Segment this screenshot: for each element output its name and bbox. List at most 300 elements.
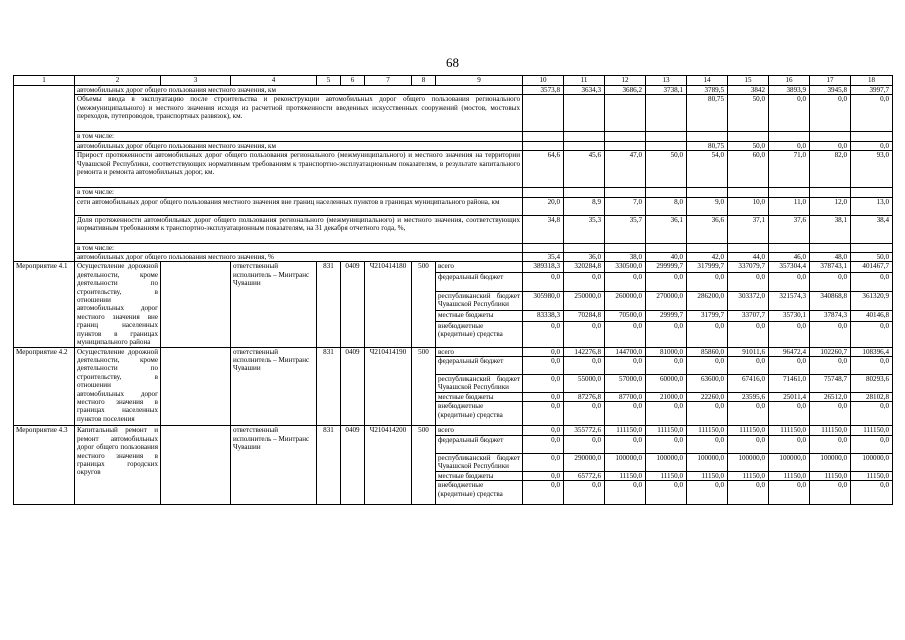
funding-value: 33707,7	[728, 311, 769, 321]
indicator-value: 0,0	[810, 141, 851, 150]
event-grbs: 831	[317, 347, 341, 426]
funding-value: 357304,4	[769, 262, 810, 272]
funding-value: 26512,0	[810, 392, 851, 401]
funding-value: 100000,0	[810, 453, 851, 471]
funding-value: 299999,7	[646, 262, 687, 272]
funding-value: 0,0	[769, 356, 810, 374]
funding-value: 22260,0	[687, 392, 728, 401]
funding-value: 35730,1	[769, 311, 810, 321]
funding-value: 111150,0	[851, 426, 893, 435]
funding-value: 0,0	[810, 321, 851, 347]
funding-value: 0,0	[564, 481, 605, 505]
funding-value: 0,0	[564, 356, 605, 374]
funding-value: 0,0	[564, 435, 605, 453]
indicator-value	[851, 132, 893, 141]
indicator-row	[14, 243, 893, 252]
funding-value: 63600,0	[687, 374, 728, 392]
column-number: 1	[14, 76, 75, 86]
funding-source: республиканский бюджет Чувашской Республики	[436, 292, 523, 311]
funding-value: 111150,0	[769, 426, 810, 435]
funding-value: 57000,0	[605, 374, 646, 392]
column-number: 9	[436, 76, 523, 86]
funding-value: 0,0	[851, 481, 893, 505]
indicator-value: 64,6	[523, 151, 564, 188]
indicator-value	[605, 95, 646, 132]
funding-value: 0,0	[523, 374, 564, 392]
funding-value: 111150,0	[687, 426, 728, 435]
indicator-value: 35,3	[564, 215, 605, 243]
indicator-value: 37,1	[728, 215, 769, 243]
funding-value: 0,0	[769, 272, 810, 291]
event-vr: 500	[412, 262, 436, 347]
indicator-value: 38,4	[851, 215, 893, 243]
funding-value: 401467,7	[851, 262, 893, 272]
indicator-value	[523, 243, 564, 252]
funding-value: 0,0	[564, 272, 605, 291]
funding-value: 0,0	[605, 435, 646, 453]
program-table	[13, 75, 893, 505]
indicator-value	[523, 132, 564, 141]
indicator-value: 3573,8	[523, 86, 564, 95]
indicator-text: автомобильных дорог общего пользования местного значения, %	[75, 253, 523, 262]
column-number: 8	[412, 76, 436, 86]
blank-cell	[14, 86, 75, 262]
indicator-value: 50,0	[728, 95, 769, 132]
funding-value: 70284,8	[564, 311, 605, 321]
funding-value: 21000,0	[646, 392, 687, 401]
funding-value: 100000,0	[646, 453, 687, 471]
funding-value: 0,0	[851, 321, 893, 347]
funding-value: 0,0	[769, 321, 810, 347]
indicator-value: 50,0	[646, 151, 687, 188]
funding-value: 0,0	[810, 402, 851, 426]
funding-value: 100000,0	[728, 453, 769, 471]
funding-value: 0,0	[564, 402, 605, 426]
indicator-value	[769, 132, 810, 141]
funding-value: 0,0	[810, 435, 851, 453]
funding-value: 0,0	[605, 321, 646, 347]
indicator-value: 3893,9	[769, 86, 810, 95]
funding-value: 0,0	[728, 435, 769, 453]
indicator-value	[564, 141, 605, 150]
funding-value: 0,0	[564, 321, 605, 347]
column-number: 7	[365, 76, 412, 86]
indicator-row	[14, 95, 893, 132]
indicator-row	[14, 141, 893, 150]
indicator-value: 0,0	[810, 95, 851, 132]
indicator-value: 9,0	[687, 197, 728, 215]
indicator-value: 3789,5	[687, 86, 728, 95]
column-number: 15	[728, 76, 769, 86]
funding-value: 83338,3	[523, 311, 564, 321]
indicator-value: 93,0	[851, 151, 893, 188]
event-row	[14, 347, 893, 356]
indicator-value: 3686,2	[605, 86, 646, 95]
indicator-value: 0,0	[851, 141, 893, 150]
indicator-value	[687, 188, 728, 197]
funding-value: 0,0	[810, 356, 851, 374]
event-row	[14, 426, 893, 435]
indicator-row	[14, 151, 893, 188]
column-number: 13	[646, 76, 687, 86]
funding-value: 0,0	[646, 356, 687, 374]
indicator-value	[810, 188, 851, 197]
funding-value: 286200,0	[687, 292, 728, 311]
funding-value: 29999,7	[646, 311, 687, 321]
funding-value: 11150,0	[728, 471, 769, 480]
funding-value: 37874,3	[810, 311, 851, 321]
funding-source: внебюджетные (кредитные) средства	[436, 481, 523, 505]
indicator-value: 3945,8	[810, 86, 851, 95]
indicator-value: 35,4	[523, 253, 564, 262]
column-number: 17	[810, 76, 851, 86]
indicator-text: Прирост протяженности автомобильных дорог общего пользования регионального (межмуниципального) и местного значения на территории Чувашской Республики, соответствующих нормативным требованиям к транспортно-эксплуатационным показателям, в результате капитального ремонта и ремонта автомобильных дорог, км.	[75, 151, 523, 188]
funding-value: 55000,0	[564, 374, 605, 392]
indicator-row	[14, 215, 893, 243]
indicator-value	[810, 243, 851, 252]
funding-value: 0,0	[851, 356, 893, 374]
indicator-text: Доля протяженности автомобильных дорог общего пользования регионального (межмуниципального) и местного значения, соответствующих нормативным требованиям к транспортно-эксплуатационным показателям, на 31 декабря отчетного года, %,	[75, 215, 523, 243]
indicator-value	[605, 243, 646, 252]
indicator-value: 7,0	[605, 197, 646, 215]
column-number: 10	[523, 76, 564, 86]
indicator-value: 42,0	[687, 253, 728, 262]
indicator-value	[523, 188, 564, 197]
indicator-value: 50,0	[851, 253, 893, 262]
indicator-value	[564, 243, 605, 252]
indicator-value: 38,1	[810, 215, 851, 243]
funding-value: 142276,8	[564, 347, 605, 356]
funding-value: 111150,0	[646, 426, 687, 435]
funding-value: 378743,1	[810, 262, 851, 272]
funding-value: 71461,0	[769, 374, 810, 392]
funding-value: 67416,0	[728, 374, 769, 392]
funding-value: 0,0	[687, 481, 728, 505]
event-executor: ответственный исполнитель – Минтранс Чувашии	[231, 262, 317, 347]
funding-source: всего	[436, 262, 523, 272]
funding-value: 75748,7	[810, 374, 851, 392]
indicator-value: 60,0	[728, 151, 769, 188]
funding-value: 11150,0	[769, 471, 810, 480]
indicator-value: 13,0	[851, 197, 893, 215]
funding-value: 0,0	[769, 402, 810, 426]
indicator-value	[728, 132, 769, 141]
funding-value: 144700,0	[605, 347, 646, 356]
indicator-value	[646, 95, 687, 132]
funding-source: внебюджетные (кредитные) средства	[436, 321, 523, 347]
funding-value: 0,0	[646, 402, 687, 426]
funding-value: 11150,0	[646, 471, 687, 480]
indicator-value: 8,9	[564, 197, 605, 215]
indicator-value: 36,0	[564, 253, 605, 262]
indicator-value: 80,75	[687, 95, 728, 132]
funding-value: 0,0	[728, 321, 769, 347]
event-csr: Ч210414190	[365, 347, 412, 426]
indicator-value	[810, 132, 851, 141]
indicator-value: 36,6	[687, 215, 728, 243]
indicator-value	[564, 95, 605, 132]
funding-value: 0,0	[523, 471, 564, 480]
funding-value: 100000,0	[769, 453, 810, 471]
funding-value: 0,0	[523, 426, 564, 435]
event-code: Мероприятие 4.3	[14, 426, 75, 505]
funding-value: 330500,0	[605, 262, 646, 272]
funding-value: 40146,8	[851, 311, 893, 321]
indicator-value: 45,6	[564, 151, 605, 188]
indicator-value: 0,0	[851, 95, 893, 132]
funding-value: 0,0	[769, 481, 810, 505]
funding-value: 108396,4	[851, 347, 893, 356]
funding-value: 250000,0	[564, 292, 605, 311]
funding-value: 361320,9	[851, 292, 893, 311]
indicator-value	[605, 132, 646, 141]
funding-value: 0,0	[523, 402, 564, 426]
indicator-value: 3842	[728, 86, 769, 95]
funding-value: 0,0	[851, 435, 893, 453]
funding-value: 320284,8	[564, 262, 605, 272]
event-csr: Ч210414200	[365, 426, 412, 505]
indicator-value: 3634,3	[564, 86, 605, 95]
funding-value: 337079,7	[728, 262, 769, 272]
funding-value: 317999,7	[687, 262, 728, 272]
funding-source: местные бюджеты	[436, 392, 523, 401]
funding-value: 260000,0	[605, 292, 646, 311]
column-number: 16	[769, 76, 810, 86]
funding-value: 0,0	[605, 481, 646, 505]
indicator-row	[14, 132, 893, 141]
funding-value: 389318,3	[523, 262, 564, 272]
funding-value: 0,0	[605, 402, 646, 426]
funding-source: всего	[436, 347, 523, 356]
funding-value: 0,0	[810, 481, 851, 505]
event-code: Мероприятие 4.1	[14, 262, 75, 347]
funding-value: 31799,7	[687, 311, 728, 321]
indicator-value	[523, 141, 564, 150]
funding-value: 0,0	[646, 435, 687, 453]
event-executor: ответственный исполнитель – Минтранс Чувашии	[231, 347, 317, 426]
funding-value: 305980,0	[523, 292, 564, 311]
funding-value: 11150,0	[605, 471, 646, 480]
indicator-value: 10,0	[728, 197, 769, 215]
event-code: Мероприятие 4.2	[14, 347, 75, 426]
funding-value: 0,0	[646, 272, 687, 291]
funding-value: 0,0	[646, 481, 687, 505]
funding-value: 100000,0	[605, 453, 646, 471]
funding-value: 11150,0	[851, 471, 893, 480]
funding-source: местные бюджеты	[436, 311, 523, 321]
funding-value: 0,0	[523, 435, 564, 453]
funding-value: 0,0	[523, 481, 564, 505]
funding-value: 0,0	[728, 481, 769, 505]
indicator-value: 40,0	[646, 253, 687, 262]
indicator-value: 34,8	[523, 215, 564, 243]
funding-value: 0,0	[523, 356, 564, 374]
column-number: 5	[317, 76, 341, 86]
indicator-row	[14, 188, 893, 197]
event-rzpr: 0409	[341, 347, 365, 426]
funding-value: 0,0	[605, 272, 646, 291]
indicator-value: 48,0	[810, 253, 851, 262]
indicator-value: 38,0	[605, 253, 646, 262]
indicator-value	[646, 243, 687, 252]
funding-value: 340868,8	[810, 292, 851, 311]
indicator-value: 71,0	[769, 151, 810, 188]
funding-value: 70500,0	[605, 311, 646, 321]
funding-source: республиканский бюджет Чувашской Республики	[436, 374, 523, 392]
funding-value: 11150,0	[687, 471, 728, 480]
indicator-value: 82,0	[810, 151, 851, 188]
indicator-value	[605, 141, 646, 150]
funding-value: 102260,7	[810, 347, 851, 356]
indicator-value: 37,6	[769, 215, 810, 243]
funding-value: 0,0	[728, 402, 769, 426]
indicator-value	[687, 243, 728, 252]
funding-value: 80293,6	[851, 374, 893, 392]
indicator-value	[728, 243, 769, 252]
funding-value: 100000,0	[851, 453, 893, 471]
funding-value: 111150,0	[605, 426, 646, 435]
funding-source: федеральный бюджет	[436, 272, 523, 291]
funding-value: 0,0	[523, 321, 564, 347]
empty-cell	[161, 426, 231, 505]
indicator-value: 80,75	[687, 141, 728, 150]
indicator-value	[646, 132, 687, 141]
funding-value: 303372,0	[728, 292, 769, 311]
funding-value: 60000,0	[646, 374, 687, 392]
indicator-value	[769, 243, 810, 252]
table-body	[14, 76, 893, 505]
indicator-value: 46,0	[769, 253, 810, 262]
indicator-value	[851, 188, 893, 197]
indicator-value	[851, 243, 893, 252]
funding-value: 0,0	[810, 272, 851, 291]
funding-value: 28102,8	[851, 392, 893, 401]
funding-source: федеральный бюджет	[436, 435, 523, 453]
column-number: 11	[564, 76, 605, 86]
column-number: 4	[231, 76, 317, 86]
indicator-value: 0,0	[769, 95, 810, 132]
column-number: 12	[605, 76, 646, 86]
funding-value: 0,0	[523, 272, 564, 291]
event-vr: 500	[412, 347, 436, 426]
indicator-value: 47,0	[605, 151, 646, 188]
indicator-value	[523, 95, 564, 132]
funding-source: внебюджетные (кредитные) средства	[436, 402, 523, 426]
indicator-value: 35,7	[605, 215, 646, 243]
funding-value: 355772,6	[564, 426, 605, 435]
indicator-text: автомобильных дорог общего пользования местного значения, км	[75, 86, 523, 95]
funding-value: 91011,6	[728, 347, 769, 356]
empty-cell	[161, 347, 231, 426]
funding-value: 25011,4	[769, 392, 810, 401]
event-executor: ответственный исполнитель – Минтранс Чувашии	[231, 426, 317, 505]
funding-value: 100000,0	[687, 453, 728, 471]
indicator-value	[646, 141, 687, 150]
funding-value: 111150,0	[728, 426, 769, 435]
indicator-value: 3738,1	[646, 86, 687, 95]
indicator-row	[14, 86, 893, 95]
indicator-text: автомобильных дорог общего пользования местного значения, км	[75, 141, 523, 150]
funding-value: 11150,0	[810, 471, 851, 480]
event-row	[14, 262, 893, 272]
indicator-value: 44,0	[728, 253, 769, 262]
indicator-value	[605, 188, 646, 197]
funding-source: местные бюджеты	[436, 471, 523, 480]
indicator-value: 12,0	[810, 197, 851, 215]
indicator-value: 36,1	[646, 215, 687, 243]
funding-value: 0,0	[687, 272, 728, 291]
event-vr: 500	[412, 426, 436, 505]
funding-value: 96472,4	[769, 347, 810, 356]
funding-value: 0,0	[687, 321, 728, 347]
indicator-value	[646, 188, 687, 197]
funding-value: 321574,3	[769, 292, 810, 311]
indicator-text: в том числе:	[75, 243, 523, 252]
event-grbs: 831	[317, 262, 341, 347]
funding-value: 0,0	[851, 402, 893, 426]
funding-value: 87700,0	[605, 392, 646, 401]
funding-value: 85860,0	[687, 347, 728, 356]
funding-value: 0,0	[605, 356, 646, 374]
indicator-value: 8,0	[646, 197, 687, 215]
event-name: Осуществление дорожной деятельности, кроме деятельности по строительству, в отношении автомобильных дорог местного значения вне границ населенных пунктов в границах муниципального района	[75, 262, 161, 347]
indicator-value: 54,0	[687, 151, 728, 188]
funding-source: федеральный бюджет	[436, 356, 523, 374]
event-rzpr: 0409	[341, 426, 365, 505]
indicator-text: в том числе:	[75, 188, 523, 197]
event-name: Капитальный ремонт и ремонт автомобильных дорог общего пользования местного значения в границах городских округов	[75, 426, 161, 505]
indicator-text: в том числе:	[75, 132, 523, 141]
funding-source: всего	[436, 426, 523, 435]
indicator-value: 3997,7	[851, 86, 893, 95]
event-name: Осуществление дорожной деятельности, кроме деятельности по строительству, в отношении автомобильных дорог местного значения в границах населенных пунктов поселения	[75, 347, 161, 426]
funding-value: 0,0	[728, 356, 769, 374]
header-row	[14, 76, 893, 86]
indicator-row	[14, 197, 893, 215]
funding-value: 65772,6	[564, 471, 605, 480]
funding-value: 0,0	[523, 347, 564, 356]
column-number: 3	[161, 76, 231, 86]
indicator-value	[564, 132, 605, 141]
funding-value: 290000,0	[564, 453, 605, 471]
column-number: 14	[687, 76, 728, 86]
page-number: 68	[446, 55, 459, 70]
funding-value: 0,0	[523, 453, 564, 471]
funding-value: 0,0	[523, 392, 564, 401]
indicator-row	[14, 253, 893, 262]
event-grbs: 831	[317, 426, 341, 505]
indicator-value	[564, 188, 605, 197]
funding-value: 0,0	[646, 321, 687, 347]
empty-cell	[161, 262, 231, 347]
indicator-value	[687, 132, 728, 141]
funding-value: 0,0	[769, 435, 810, 453]
indicator-value: 50,0	[728, 141, 769, 150]
funding-value: 0,0	[851, 272, 893, 291]
funding-value: 0,0	[687, 435, 728, 453]
column-number: 18	[851, 76, 893, 86]
indicator-value	[769, 188, 810, 197]
funding-value: 81000,0	[646, 347, 687, 356]
funding-value: 0,0	[687, 402, 728, 426]
indicator-value: 11,0	[769, 197, 810, 215]
event-rzpr: 0409	[341, 262, 365, 347]
funding-value: 0,0	[728, 272, 769, 291]
indicator-value: 20,0	[523, 197, 564, 215]
funding-value: 23595,6	[728, 392, 769, 401]
funding-value: 87276,8	[564, 392, 605, 401]
column-number: 2	[75, 76, 161, 86]
